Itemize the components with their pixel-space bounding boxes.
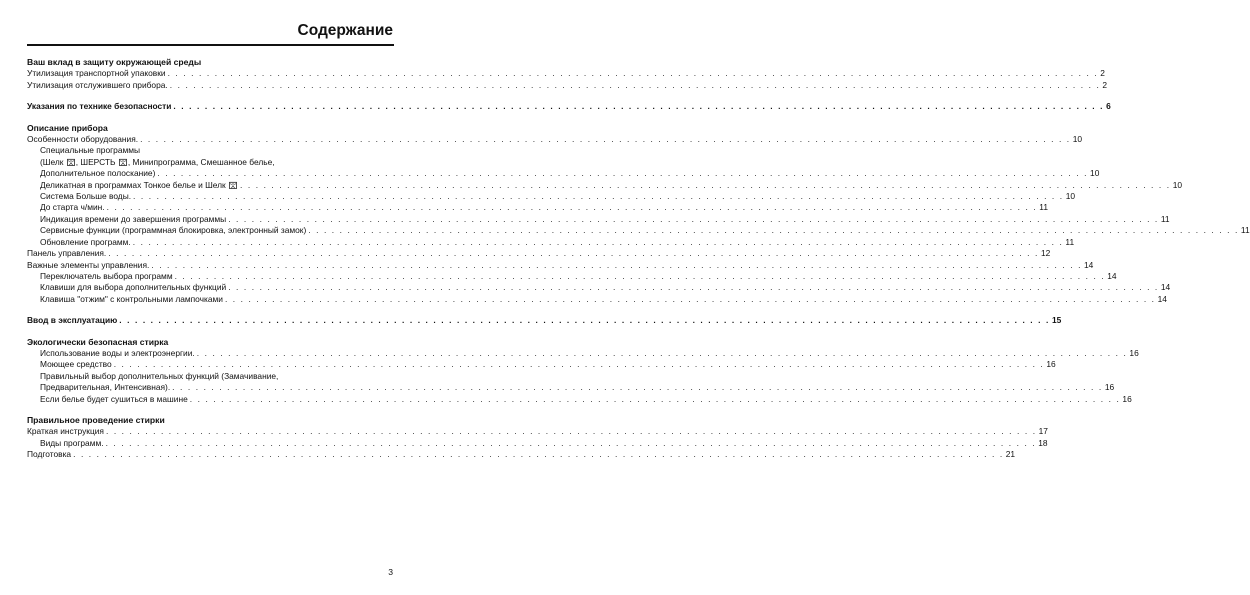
section-heading-correct-washing: Правильное проведение стирки [27, 414, 165, 425]
toc-entry-page: 16 [1104, 382, 1115, 393]
toc-entry-page: 12 [1040, 248, 1051, 259]
dot-leader [173, 101, 1104, 112]
page-title: Содержание [297, 22, 393, 39]
dot-leader [133, 191, 1064, 202]
toc-entry-page: 14 [1107, 270, 1117, 281]
toc-entry[interactable] [27, 293, 1167, 305]
toc-entry[interactable] [27, 393, 1132, 405]
toc-entry[interactable] [27, 79, 1108, 91]
toc-entry[interactable] [27, 259, 1094, 271]
wool-symbol-icon [119, 158, 127, 166]
toc-entry[interactable] [27, 202, 1048, 213]
dot-leader [140, 134, 1071, 145]
section-heading-device: Описание прибора [27, 122, 108, 133]
dot-leader [108, 248, 1039, 259]
toc-entry[interactable] [27, 68, 1105, 79]
toc-entry[interactable] [27, 437, 1048, 449]
dot-leader [308, 225, 1239, 236]
toc-entry-label: Клавиша "отжим" с контрольными лампочками [40, 293, 223, 304]
toc-entry-page: 11 [1240, 225, 1250, 236]
dot-leader [73, 449, 1004, 460]
dot-leader [168, 68, 1099, 79]
dot-leader [106, 426, 1037, 437]
toc-entry-page: 14 [1160, 282, 1171, 293]
table-of-contents [27, 57, 1250, 461]
toc-entry-page: 21 [1005, 449, 1016, 460]
toc-entry-label: Клавиши для выбора дополнительных функций [40, 282, 227, 293]
toc-entry-label: Деликатная в программах Тонкое белье и Шелк [40, 180, 238, 191]
toc-entry[interactable] [27, 270, 1117, 282]
dot-leader [170, 80, 1101, 91]
toc-entry-page: 10 [1072, 134, 1083, 145]
toc-entry-page: 16 [1046, 359, 1056, 370]
dot-leader [175, 271, 1106, 282]
toc-entry-label: Краткая инструкция [27, 426, 104, 437]
dot-leader [197, 348, 1128, 359]
toc-entry-label-line2: (Шелк , ШЕРСТЬ , Минипрограмма, Смешанное белье, [40, 156, 275, 167]
toc-entry-page: 11 [1160, 213, 1170, 224]
toc-entry-label: Утилизация транспортной упаковки [27, 68, 166, 79]
toc-entry-page: 11 [1039, 202, 1048, 213]
toc-entry-label: Дополнительное полоскание) [40, 168, 156, 179]
dot-leader [133, 237, 1064, 248]
dot-leader [114, 359, 1045, 370]
toc-entry-label: Панель управления. [27, 248, 107, 259]
toc-entry[interactable] [27, 236, 1075, 248]
toc-entry-label: Индикация времени до завершения программы [40, 213, 227, 224]
toc-entry[interactable] [27, 225, 1250, 236]
toc-entry-safety[interactable] [27, 101, 1111, 112]
toc-entry-label: Использование воды и электроэнергии. [40, 347, 195, 358]
toc-entry[interactable] [27, 179, 1183, 191]
toc-entry-page: 15 [1051, 315, 1062, 326]
toc-entry-label: Виды программ. [40, 437, 104, 448]
dot-leader [106, 438, 1037, 449]
wool-symbol-icon [229, 181, 237, 189]
toc-entry[interactable] [27, 449, 1016, 460]
toc-entry-page: 2 [1102, 79, 1108, 90]
dot-leader [151, 260, 1082, 271]
toc-entry-page: 17 [1038, 426, 1048, 437]
toc-entry-label: Особенности оборудования. [27, 134, 139, 145]
section-heading-eco-washing: Экологически безопасная стирка [27, 336, 169, 347]
toc-entry-page: 18 [1038, 437, 1048, 448]
toc-entry[interactable] [27, 347, 1139, 359]
toc-entry-label: Моющее средство [40, 359, 112, 370]
toc-entry-page: 16 [1122, 393, 1132, 404]
toc-entry-page: 14 [1157, 293, 1167, 304]
toc-entry-label: Переключатель выбора программ [40, 270, 173, 281]
toc-entry-label: Важные элементы управления. [27, 259, 150, 270]
toc-entry-page: 10 [1065, 191, 1076, 202]
toc-entry-label: Обновление программ. [40, 236, 131, 247]
dot-leader [240, 180, 1171, 191]
toc-entry[interactable] [27, 282, 1171, 293]
toc-entry-page: 11 [1065, 236, 1075, 247]
dot-leader [157, 168, 1088, 179]
toc-entry-commissioning[interactable] [27, 315, 1062, 326]
header-divider [27, 44, 394, 46]
toc-entry[interactable] [27, 426, 1048, 437]
dot-leader [228, 214, 1159, 225]
toc-entry-label: Ввод в эксплуатацию [27, 315, 118, 326]
dot-leader [107, 202, 1038, 213]
wool-symbol-icon [67, 158, 75, 166]
toc-entry-label: Подготовка [27, 449, 72, 460]
dot-leader [172, 382, 1103, 393]
toc-entry-extra-functions[interactable] [27, 370, 1115, 394]
toc-entry-page: 10 [1172, 179, 1183, 190]
toc-entry-page: 10 [1090, 168, 1100, 179]
toc-entry-label: Утилизация отслужившего прибора. [27, 79, 168, 90]
toc-entry-special-programs[interactable] [27, 145, 1100, 179]
toc-entry-label: Система Больше воды. [40, 191, 132, 202]
toc-entry-label: Специальные программы [40, 145, 141, 156]
toc-entry-page: 16 [1129, 347, 1139, 358]
toc-entry[interactable] [27, 248, 1051, 259]
toc-entry[interactable] [27, 191, 1076, 202]
toc-entry-label: Если белье будет сушиться в машине [40, 393, 188, 404]
dot-leader [119, 315, 1050, 326]
dot-leader [228, 282, 1159, 293]
dot-leader [225, 294, 1156, 305]
dot-leader [190, 394, 1121, 405]
toc-entry[interactable] [27, 213, 1170, 225]
page-number: 3 [388, 567, 393, 577]
toc-entry[interactable] [27, 134, 1083, 145]
toc-entry-page: 14 [1084, 259, 1094, 270]
toc-entry-page: 6 [1106, 101, 1111, 112]
toc-entry[interactable] [27, 359, 1056, 370]
toc-entry-label: Сервисные функции (программная блокировка, электронный замок) [40, 225, 307, 236]
toc-entry-label: Правильный выбор дополнительных функций (Замачивание, [40, 370, 279, 381]
toc-entry-label: Указания по технике безопасности [27, 101, 172, 112]
section-heading-environment: Ваш вклад в защиту окружающей среды [27, 57, 202, 67]
toc-entry-label: До старта ч/мин. [40, 202, 105, 213]
toc-entry-label: Предварительная, Интенсивная). [40, 382, 171, 393]
toc-entry-page: 2 [1100, 68, 1105, 79]
